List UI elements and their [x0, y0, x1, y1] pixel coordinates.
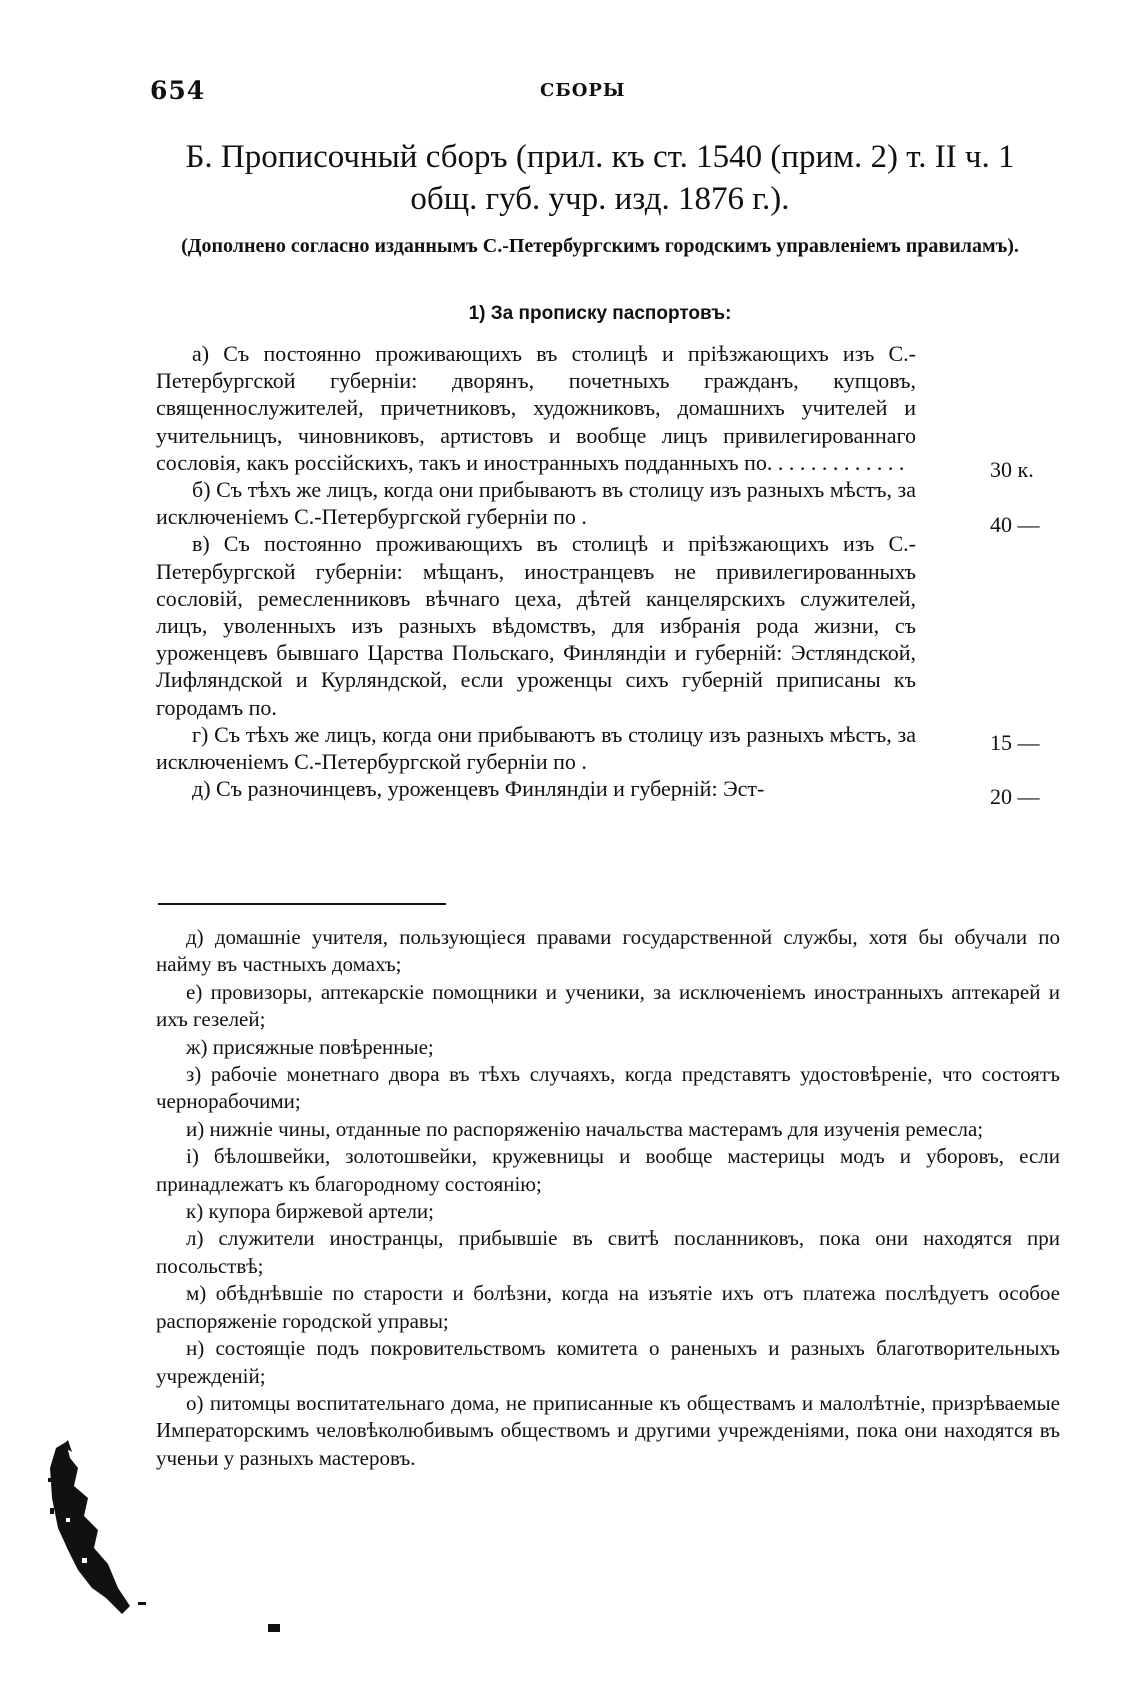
scan-artifact — [48, 1438, 158, 1618]
section-title — [150, 136, 1050, 220]
fee-amount-b: 40 — — [990, 512, 1040, 537]
fee-item-d: д) Съ разночинцевъ, уроженцевъ Финляндіи и губерній: Эст- — [192, 776, 765, 802]
footnote-item: д) домашніе учителя, пользующіеся правами государственной службы, хотя бы обучали по найму въ частныхъ домахъ; — [156, 925, 1060, 977]
footnotes — [156, 924, 1060, 1472]
fee-item-v: в) Съ постоянно проживающихъ въ столицѣ и пріѣзжающихъ изъ С.-Петербургской губерніи: мѣщанъ, иностранцевъ не привилегированныхъ сословій, ремесленниковъ вѣчнаго цеха, дѣтей канцелярскихъ служителей, лицъ, уволенныхъ изъ разныхъ вѣдомствъ, для избранія рода жизни, съ уроженцевъ бывшаго Царства Польскаго, Финляндіи и губерній: Эстляндской, Лифляндской и Курляндской, если уроженцы сихъ губерній приписаны къ городамъ по. — [156, 531, 916, 720]
footnote-divider — [158, 903, 446, 905]
running-head: СБОРЫ — [540, 80, 626, 101]
fee-amount-v: 15 — — [990, 730, 1040, 755]
section-title-line-2: общ. губ. учр. изд. 1876 г.). — [410, 181, 790, 217]
footnote-item: ж) присяжные повѣренные; — [186, 1034, 434, 1059]
footnote-item: л) служители иностранцы, прибывшіе въ свитѣ посланниковъ, пока они находятся при посольствѣ; — [156, 1226, 1060, 1278]
footnote-item: н) состоящіе подъ покровительствомъ комитета о раненыхъ и разныхъ благотворительныхъ учрежденій; — [156, 1336, 1060, 1388]
fee-amount-a: 30 к. — [990, 457, 1034, 482]
fee-amount-g: 20 — — [990, 784, 1040, 809]
footnote-item: і) бѣлошвейки, золотошвейки, кружевницы и вообще мастерицы модъ и уборовъ, если принадлежатъ къ благородному состоянію; — [156, 1144, 1060, 1196]
section-subtitle: (Дополнено согласно изданнымъ С.-Петербургскимъ городскимъ управленіемъ правиламъ). — [181, 235, 1019, 257]
footnote-item: к) купора биржевой артели; — [186, 1199, 434, 1224]
fee-item-a: а) Съ постоянно проживающихъ въ столицѣ и пріѣзжающихъ изъ С.-Петербургской губерніи: дворянъ, почетныхъ гражданъ, купцовъ, священнослужителей, причетниковъ, художниковъ, домашнихъ учителей и учительницъ, чиновниковъ, артистовъ и вообще лицъ привилегированнаго сословія, какъ россійскихъ, такъ и иностранныхъ подданныхъ по. . . . . . . . . . . . . — [156, 341, 916, 475]
footnote-item: з) рабочіе монетнаго двора въ тѣхъ случаяхъ, когда представятъ удостовѣреніе, что состоятъ чернорабочими; — [156, 1062, 1060, 1114]
fee-item-b: б) Съ тѣхъ же лицъ, когда они прибываютъ въ столицу изъ разныхъ мѣстъ, за исключеніемъ С.-Петербургской губерніи по . — [156, 477, 916, 530]
footnote-item: е) провизоры, аптекарскіе помощники и ученики, за исключеніемъ иностранныхъ аптекарей и ихъ гезелей; — [156, 979, 1060, 1032]
section-title-line-1: Б. Прописочный сборъ (прил. къ ст. 1540 (прим. 2) т. II ч. 1 — [185, 139, 1015, 175]
footnote-item: и) нижніе чины, отданные по распоряженію начальства мастерамъ для изученія ремесла; — [186, 1116, 984, 1141]
fee-items — [156, 340, 916, 802]
fee-item-g: г) Съ тѣхъ же лицъ, когда они прибываютъ въ столицу изъ разныхъ мѣстъ, за исключеніемъ С.-Петербургской губерніи по . — [156, 721, 916, 775]
footnote-item: м) обѣднѣвшіе по старости и болѣзни, когда на изъятіе ихъ отъ платежа послѣдуетъ особое распоряженіе городской управы; — [156, 1281, 1060, 1333]
footnote-item: о) питомцы воспитательнаго дома, не приписанные къ обществамъ и малолѣтніе, призрѣваемые Императорскимъ человѣколюбивымъ обществомъ и другими учрежденіями, пока они находятся въ ученьи у разныхъ мастеровъ. — [156, 1390, 1060, 1470]
subsection-heading: 1) За прописку паспортовъ: — [468, 303, 732, 324]
page-number: 654 — [150, 76, 206, 105]
scan-mark — [268, 1624, 280, 1632]
